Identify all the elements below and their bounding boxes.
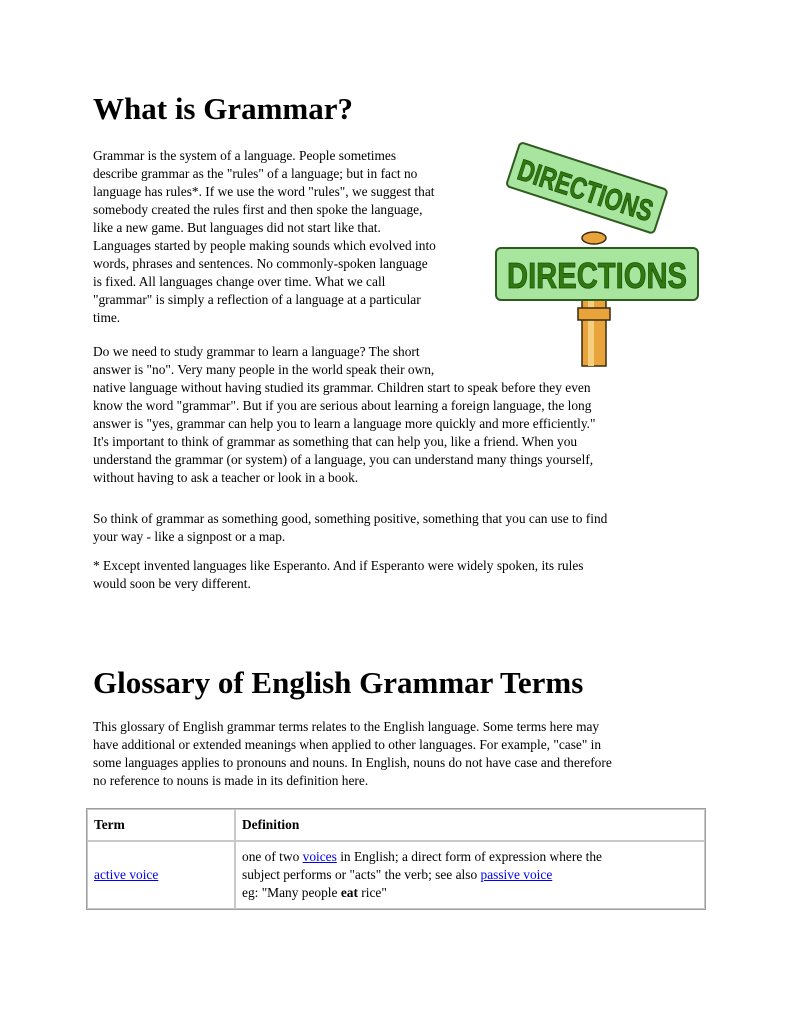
text-line: no reference to nouns is made in its definition here.: [93, 773, 369, 788]
text-line: Grammar is the system of a language. People sometimes: [93, 148, 397, 163]
definition-text: in English; a direct form of expression where the: [336, 849, 602, 864]
text-line: is fixed. All languages change over time. What we call: [93, 274, 386, 289]
post-collar: [578, 308, 610, 320]
text-line: your way - like a signpost or a map.: [93, 529, 286, 544]
table-header-row: [87, 809, 705, 841]
text-line: language has rules*. If we use the word "rules", we suggest that: [93, 184, 435, 199]
text-line: have additional or extended meanings when applied to other languages. For example, "case" in: [93, 737, 602, 752]
term-link-active-voice[interactable]: active voice: [94, 867, 159, 882]
text-line: * Except invented languages like Esperanto. And if Esperanto were widely spoken, its rules: [93, 558, 584, 573]
text-line: So think of grammar as something good, something positive, something that you can use to find: [93, 511, 608, 526]
text-line: describe grammar as the "rules" of a language; but in fact no: [93, 166, 418, 181]
text-line: would soon be very different.: [93, 576, 251, 591]
text-line: This glossary of English grammar terms relates to the English language. Some terms here may: [93, 719, 600, 734]
glossary-table: [86, 808, 706, 910]
text-line: Do we need to study grammar to learn a language? The short: [93, 344, 420, 359]
text-line: answer is "yes, grammar can help you to learn a language more quickly and more efficiently.": [93, 416, 596, 431]
text-line: words, phrases and sentences. No commonly-spoken language: [93, 256, 428, 271]
link-passive-voice[interactable]: passive voice: [480, 867, 553, 882]
example-bold-word: eat: [340, 885, 358, 900]
top-sign-text: DIRECTIONS: [513, 153, 700, 243]
text-line: without having to ask a teacher or look in a book.: [93, 470, 359, 485]
text-line: answer is "no". Very many people in the world speak their own,: [93, 362, 435, 377]
example-text: rice": [357, 885, 387, 900]
text-line: It's important to think of grammar as something that can help you, like a friend. When you: [93, 434, 578, 449]
bottom-sign-text: DIRECTIONS: [507, 255, 687, 296]
text-line: somebody created the rules first and then spoke the language,: [93, 202, 423, 217]
text-line: know the word "grammar". But if you are serious about learning a foreign language, the long: [93, 398, 592, 413]
footnote-paragraph: [93, 557, 693, 593]
column-header-definition: Definition: [235, 809, 705, 841]
post-cap: [582, 232, 606, 244]
text-line: understand the grammar (or system) of a language, you can understand many things yourself,: [93, 452, 594, 467]
table-row: [87, 841, 705, 909]
link-voices[interactable]: voices: [302, 849, 337, 864]
text-line: some languages applies to pronouns and nouns. In English, nouns do not have case and therefore: [93, 755, 612, 770]
glossary-intro-paragraph: [93, 718, 703, 790]
text-line: Languages started by people making sounds which evolved into: [93, 238, 436, 253]
definition-cell: [235, 841, 705, 909]
directions-signpost-image: [496, 142, 701, 367]
signpost-paragraph: [93, 510, 693, 546]
column-header-term: Term: [87, 809, 235, 841]
top-sign: [506, 142, 700, 243]
definition-text: one of two: [242, 849, 303, 864]
definition-text: subject performs or "acts" the verb; see also: [242, 867, 481, 882]
text-line: "grammar" is simply a reflection of a language at a particular: [93, 292, 421, 307]
text-line: like a new game. But languages did not start like that.: [93, 220, 381, 235]
heading-what-is-grammar: What is Grammar?: [93, 91, 354, 126]
heading-glossary: Glossary of English Grammar Terms: [93, 665, 584, 700]
text-line: native language without having studied its grammar. Children start to speak before they even: [93, 380, 591, 395]
intro-paragraph: [93, 147, 493, 327]
term-cell: [87, 841, 235, 909]
text-line: time.: [93, 310, 121, 325]
example-text: eg: "Many people: [242, 885, 341, 900]
